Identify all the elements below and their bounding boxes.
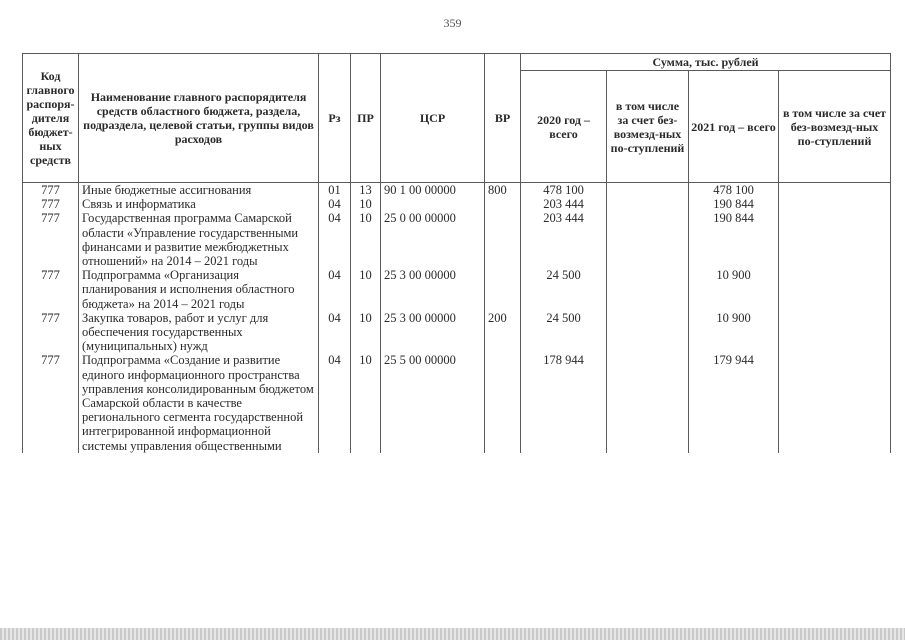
cell-2021-total: 179 944 (689, 353, 779, 452)
cell-pr: 10 (351, 268, 381, 311)
cell-name: Иные бюджетные ассигнования (79, 183, 319, 198)
cell-csr: 25 3 00 00000 (381, 268, 485, 311)
cell-2021-total: 190 844 (689, 211, 779, 268)
header-2020-grants: в том числе за счет без-возмезд-ных по-ступлений (607, 71, 689, 183)
cell-2020-grants (607, 268, 689, 311)
header-2020-total: 2020 год – всего (521, 71, 607, 183)
cell-code: 777 (23, 197, 79, 211)
cell-vr (485, 353, 521, 452)
cell-rz: 04 (319, 211, 351, 268)
header-sum: Сумма, тыс. рублей (521, 54, 891, 71)
cell-2020-grants (607, 183, 689, 198)
cell-rz: 04 (319, 311, 351, 354)
cell-2021-total: 10 900 (689, 268, 779, 311)
cell-name: Государственная программа Самарской области «Управление государственными финансами и развитие межбюджетных отношений» на 2014 – 2021 годы (79, 211, 319, 268)
cell-2020-total: 203 444 (521, 197, 607, 211)
table-row (23, 353, 891, 452)
header-2021-grants: в том числе за счет без-возмезд-ных по-ступлений (779, 71, 891, 183)
cell-2021-grants (779, 311, 891, 354)
cell-pr: 10 (351, 197, 381, 211)
header-code: Код главного распоря-дителя бюджет-ных средств (23, 54, 79, 183)
table-row (23, 197, 891, 211)
cell-2021-total: 478 100 (689, 183, 779, 198)
cell-rz: 04 (319, 268, 351, 311)
cell-vr (485, 268, 521, 311)
header-2021-total: 2021 год – всего (689, 71, 779, 183)
table-row (23, 183, 891, 198)
header-rz: Рз (319, 54, 351, 183)
cell-2020-total: 24 500 (521, 268, 607, 311)
cell-code: 777 (23, 353, 79, 452)
cell-vr: 800 (485, 183, 521, 198)
cell-csr: 90 1 00 00000 (381, 183, 485, 198)
table-header (23, 54, 891, 183)
cell-code: 777 (23, 268, 79, 311)
cell-name: Подпрограмма «Организация планирования и исполнения областного бюджета» на 2014 – 2021 годы (79, 268, 319, 311)
cell-pr: 10 (351, 311, 381, 354)
cell-code: 777 (23, 211, 79, 268)
table-row (23, 211, 891, 268)
cell-2020-grants (607, 197, 689, 211)
cell-name: Связь и информатика (79, 197, 319, 211)
cell-2020-total: 478 100 (521, 183, 607, 198)
cell-vr (485, 211, 521, 268)
cell-2020-total: 178 944 (521, 353, 607, 452)
cell-2020-total: 203 444 (521, 211, 607, 268)
cell-rz: 04 (319, 197, 351, 211)
cell-2021-grants (779, 197, 891, 211)
cell-csr: 25 0 00 00000 (381, 211, 485, 268)
cell-rz: 01 (319, 183, 351, 198)
cell-csr: 25 5 00 00000 (381, 353, 485, 452)
cell-2020-grants (607, 353, 689, 452)
cell-code: 777 (23, 311, 79, 354)
header-pr: ПР (351, 54, 381, 183)
cell-name: Подпрограмма «Создание и развитие единого информационного пространства управления консолидированным бюджетом Самарской области в качестве регионального сегмента государственной интегрированной информационной системы управления общественными (79, 353, 319, 452)
cell-name: Закупка товаров, работ и услуг для обеспечения государственных (муниципальных) нужд (79, 311, 319, 354)
table-row (23, 268, 891, 311)
cell-rz: 04 (319, 353, 351, 452)
cell-2020-grants (607, 211, 689, 268)
cell-csr (381, 197, 485, 211)
header-csr: ЦСР (381, 54, 485, 183)
header-vr: ВР (485, 54, 521, 183)
cell-2021-grants (779, 353, 891, 452)
header-name: Наименование главного распорядителя средств областного бюджета, раздела, подраздела, целевой статьи, группы видов расходов (79, 54, 319, 183)
cell-2021-grants (779, 268, 891, 311)
cell-2021-total: 190 844 (689, 197, 779, 211)
cell-code: 777 (23, 183, 79, 198)
scan-edge-strip (0, 628, 905, 640)
cell-2021-total: 10 900 (689, 311, 779, 354)
cell-2021-grants (779, 183, 891, 198)
cell-csr: 25 3 00 00000 (381, 311, 485, 354)
cell-2020-total: 24 500 (521, 311, 607, 354)
cell-pr: 10 (351, 353, 381, 452)
cell-vr: 200 (485, 311, 521, 354)
table-row (23, 311, 891, 354)
cell-2020-grants (607, 311, 689, 354)
budget-table (22, 53, 891, 453)
page-number: 359 (443, 16, 462, 30)
cell-pr: 10 (351, 211, 381, 268)
cell-2021-grants (779, 211, 891, 268)
table-body (23, 183, 891, 453)
cell-vr (485, 197, 521, 211)
cell-pr: 13 (351, 183, 381, 198)
